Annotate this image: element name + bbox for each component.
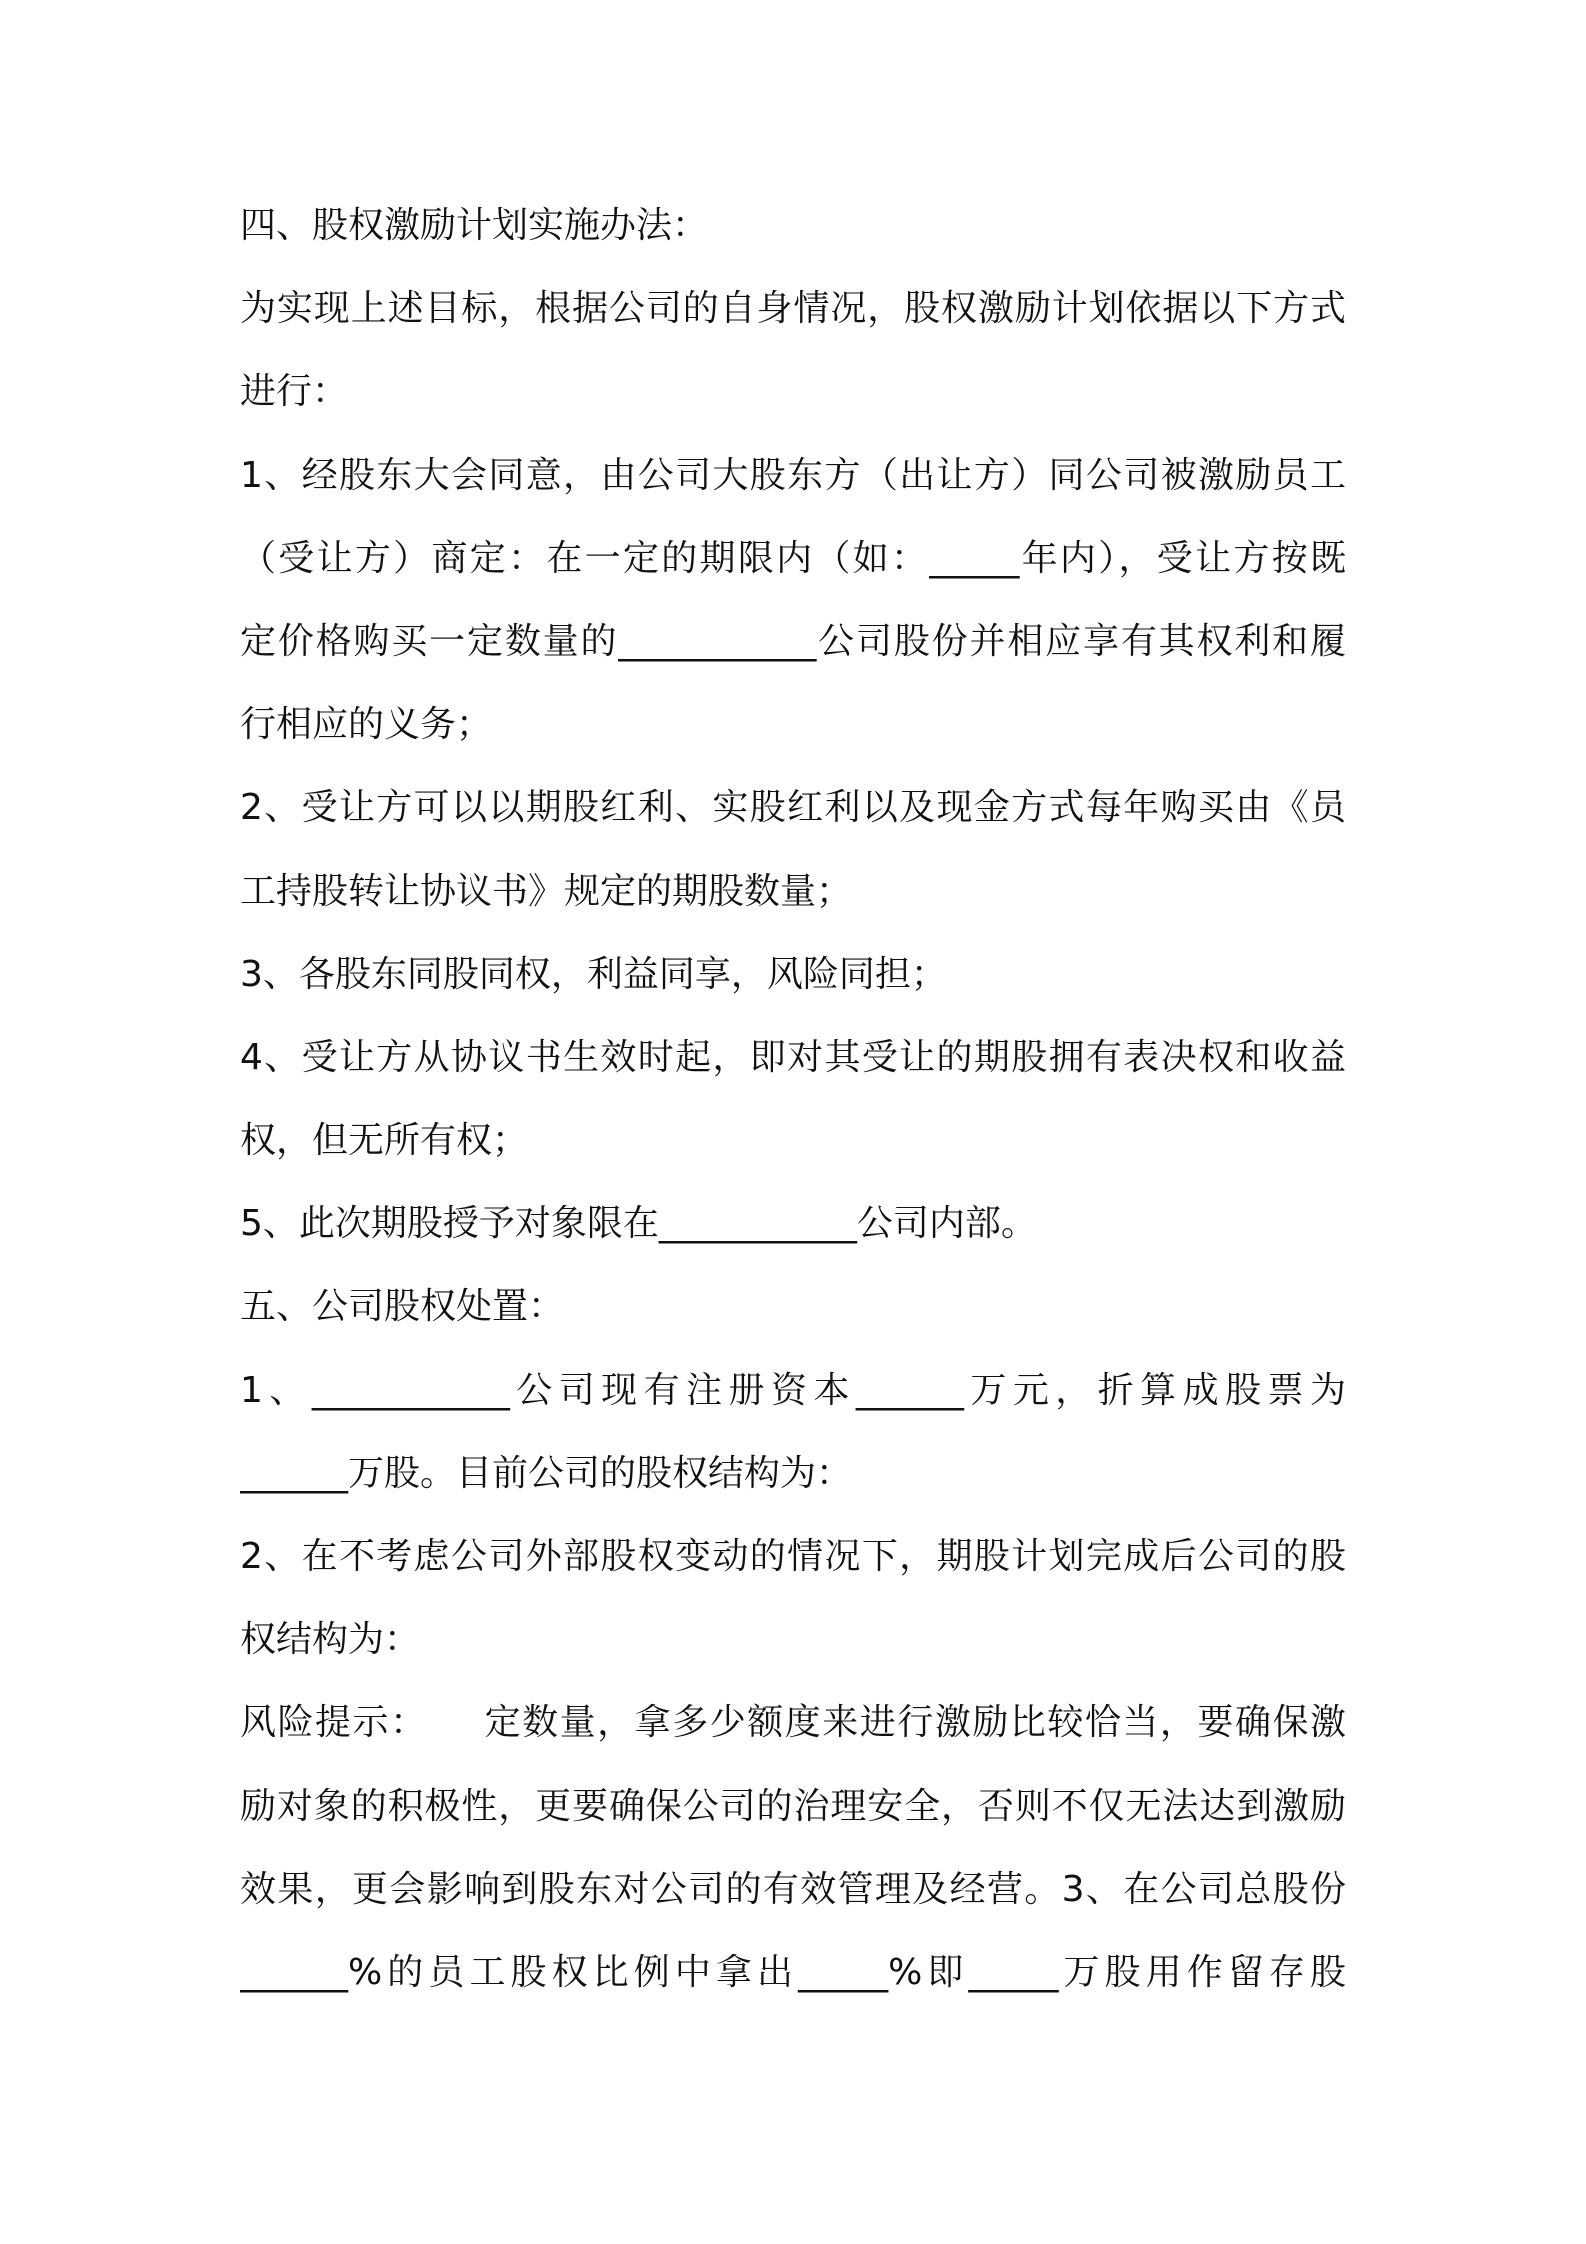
paragraph-line: 为实现上述目标，根据公司的自身情况，股权激励计划依据以下方式 [240,288,1346,330]
paragraph-line: 行相应的义务； [240,704,493,746]
risk-notice [240,1681,1346,2014]
paragraph-line: 权结构为： [240,1619,421,1661]
heading-line: 五、公司股权处置： [240,1286,565,1328]
heading-line: 四、股权激励计划实施办法： [240,205,709,246]
paragraph-line: 5、此次期股授予对象限在___________公司内部。 [240,1203,1037,1245]
paragraph-line: 1、___________公司现有注册资本______万元，折算成股票为 [240,1369,1346,1411]
document-body [240,184,1346,2014]
paragraph-line: 权，但无所有权； [240,1120,529,1162]
clause-1 [240,434,1346,767]
paragraph-line: 2、在不考虑公司外部股权变动的情况下，期股计划完成后公司的股 [240,1536,1346,1577]
paragraph-line: 进行： [240,371,349,413]
paragraph-line: 1、经股东大会同意，由公司大股东方（出让方）同公司被激励员工 [240,454,1346,496]
clause-5 [240,1182,1346,1265]
paragraph-line: 工持股转让协议书》规定的期股数量； [240,870,853,912]
paragraph-line: （受让方）商定：在一定的期限内（如：_____年内），受让方按既 [240,537,1346,579]
paragraph-line: ______%的员工股权比例中拿出_____%即_____万股用作留存股 [240,1951,1346,1993]
clause-2 [240,766,1346,932]
paragraph-line: ______万股。目前公司的股权结构为： [240,1452,853,1494]
equity-clause-1 [240,1349,1346,1515]
paragraph-intro [240,267,1346,433]
paragraph-line: 2、受让方可以以期股红利、实股红利以及现金方式每年购买由《员 [240,787,1346,829]
section-heading-four [240,184,1346,267]
clause-4 [240,1016,1346,1182]
clause-3 [240,933,1346,1016]
paragraph-line: 风险提示： 定数量，拿多少额度来进行激励比较恰当，要确保激 [240,1702,1346,1744]
paragraph-line: 4、受让方从协议书生效时起，即对其受让的期股拥有表决权和收益 [240,1036,1346,1078]
paragraph-line: 3、各股东同股同权，利益同享，风险同担； [240,953,947,995]
paragraph-line: 定价格购买一定数量的___________公司股份并相应享有其权利和履 [240,620,1346,662]
equity-clause-2 [240,1515,1346,1681]
section-heading-five [240,1265,1346,1348]
paragraph-line: 励对象的积极性，更要确保公司的治理安全，否则不仅无法达到激励 [240,1785,1346,1827]
paragraph-line: 效果，更会影响到股东对公司的有效管理及经营。3、在公司总股份 [240,1868,1346,1910]
